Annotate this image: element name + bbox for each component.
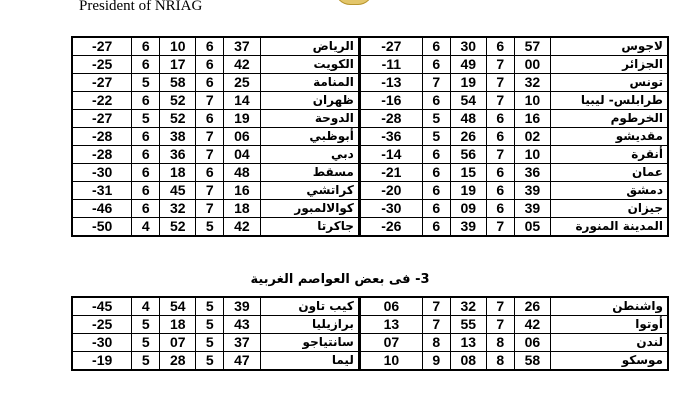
right-hour-cell: 6 bbox=[486, 164, 514, 182]
left-hour2-cell: 5 bbox=[132, 334, 160, 352]
left-city-cell: دبي bbox=[260, 146, 359, 164]
left-city-cell: الكويت bbox=[260, 56, 359, 74]
right-minute-cell: 06 bbox=[514, 334, 550, 352]
right-minute2-cell: 13 bbox=[450, 334, 486, 352]
right-city-cell: طرابلس- ليبيا bbox=[551, 92, 668, 110]
left-city-cell: مسقط bbox=[260, 164, 359, 182]
prayer-times-table-2 bbox=[71, 296, 669, 371]
left-city-cell: ليما bbox=[260, 352, 359, 371]
left-hour-cell: 5 bbox=[196, 334, 224, 352]
right-minute-cell: 39 bbox=[514, 200, 550, 218]
left-value-cell: 19- bbox=[72, 352, 132, 371]
left-value-cell: 22- bbox=[72, 92, 132, 110]
right-minute-cell: 00 bbox=[514, 56, 550, 74]
section-heading-western-capitals: 3- فى بعض العواصم الغربية bbox=[250, 272, 430, 287]
left-minute-cell: 37 bbox=[224, 37, 260, 56]
left-hour-cell: 7 bbox=[196, 128, 224, 146]
right-hour-cell: 7 bbox=[486, 56, 514, 74]
right-value-cell: 13- bbox=[359, 74, 422, 92]
right-hour2-cell: 6 bbox=[422, 182, 450, 200]
left-hour-cell: 5 bbox=[196, 316, 224, 334]
right-hour2-cell: 6 bbox=[422, 164, 450, 182]
table-row bbox=[72, 182, 668, 200]
right-minute-cell: 42 bbox=[514, 316, 550, 334]
left-hour2-cell: 5 bbox=[132, 316, 160, 334]
left-minute-cell: 14 bbox=[224, 92, 260, 110]
left-hour-cell: 7 bbox=[196, 146, 224, 164]
right-hour2-cell: 5 bbox=[422, 110, 450, 128]
right-hour-cell: 8 bbox=[486, 352, 514, 371]
right-city-cell: مقديشو bbox=[551, 128, 668, 146]
right-minute2-cell: 19 bbox=[450, 74, 486, 92]
left-minute2-cell: 18 bbox=[160, 164, 196, 182]
right-hour2-cell: 6 bbox=[422, 37, 450, 56]
right-hour-cell: 6 bbox=[486, 200, 514, 218]
left-minute2-cell: 17 bbox=[160, 56, 196, 74]
right-hour2-cell: 6 bbox=[422, 200, 450, 218]
right-hour-cell: 7 bbox=[486, 218, 514, 237]
left-hour2-cell: 6 bbox=[132, 56, 160, 74]
left-minute2-cell: 45 bbox=[160, 182, 196, 200]
left-city-cell: جاكرتا bbox=[260, 218, 359, 237]
left-hour2-cell: 5 bbox=[132, 74, 160, 92]
left-hour-cell: 6 bbox=[196, 74, 224, 92]
right-value-cell: 36- bbox=[359, 128, 422, 146]
right-minute-cell: 10 bbox=[514, 146, 550, 164]
right-value-cell: 11- bbox=[359, 56, 422, 74]
right-minute-cell: 39 bbox=[514, 182, 550, 200]
right-hour-cell: 7 bbox=[486, 146, 514, 164]
table-row bbox=[72, 334, 668, 352]
right-minute-cell: 16 bbox=[514, 110, 550, 128]
left-city-cell: ظهران bbox=[260, 92, 359, 110]
right-value-cell: 06 bbox=[359, 297, 422, 316]
left-hour2-cell: 4 bbox=[132, 218, 160, 237]
right-minute2-cell: 19 bbox=[450, 182, 486, 200]
left-minute-cell: 43 bbox=[224, 316, 260, 334]
right-hour-cell: 7 bbox=[486, 74, 514, 92]
right-minute-cell: 10 bbox=[514, 92, 550, 110]
left-hour-cell: 5 bbox=[196, 297, 224, 316]
right-minute2-cell: 39 bbox=[450, 218, 486, 237]
left-hour2-cell: 6 bbox=[132, 92, 160, 110]
right-city-cell: دمشق bbox=[551, 182, 668, 200]
right-city-cell: لندن bbox=[551, 334, 668, 352]
left-hour2-cell: 6 bbox=[132, 182, 160, 200]
left-minute-cell: 16 bbox=[224, 182, 260, 200]
left-city-cell: كوالالمبور bbox=[260, 200, 359, 218]
right-city-cell: أوتوا bbox=[551, 316, 668, 334]
right-hour-cell: 6 bbox=[486, 110, 514, 128]
left-minute-cell: 04 bbox=[224, 146, 260, 164]
table-row bbox=[72, 37, 668, 56]
left-hour2-cell: 5 bbox=[132, 352, 160, 371]
right-hour-cell: 7 bbox=[486, 297, 514, 316]
left-minute-cell: 42 bbox=[224, 218, 260, 237]
left-minute2-cell: 52 bbox=[160, 218, 196, 237]
table-row bbox=[72, 56, 668, 74]
right-value-cell: 28- bbox=[359, 110, 422, 128]
table-row bbox=[72, 128, 668, 146]
right-hour2-cell: 8 bbox=[422, 334, 450, 352]
right-hour2-cell: 7 bbox=[422, 74, 450, 92]
left-value-cell: 50- bbox=[72, 218, 132, 237]
left-hour2-cell: 6 bbox=[132, 37, 160, 56]
left-value-cell: 31- bbox=[72, 182, 132, 200]
table-row bbox=[72, 297, 668, 316]
left-minute2-cell: 52 bbox=[160, 92, 196, 110]
table-row bbox=[72, 110, 668, 128]
right-hour2-cell: 7 bbox=[422, 316, 450, 334]
right-minute-cell: 57 bbox=[514, 37, 550, 56]
left-hour-cell: 5 bbox=[196, 218, 224, 237]
left-minute2-cell: 07 bbox=[160, 334, 196, 352]
left-minute-cell: 48 bbox=[224, 164, 260, 182]
left-hour-cell: 6 bbox=[196, 164, 224, 182]
right-hour2-cell: 7 bbox=[422, 297, 450, 316]
left-minute-cell: 47 bbox=[224, 352, 260, 371]
left-value-cell: 30- bbox=[72, 334, 132, 352]
left-value-cell: 27- bbox=[72, 74, 132, 92]
left-hour2-cell: 6 bbox=[132, 128, 160, 146]
table-row bbox=[72, 164, 668, 182]
nriag-logo-fragment bbox=[335, 0, 373, 5]
table-row bbox=[72, 74, 668, 92]
right-value-cell: 30- bbox=[359, 200, 422, 218]
right-hour-cell: 6 bbox=[486, 182, 514, 200]
table-row bbox=[72, 316, 668, 334]
left-minute2-cell: 36 bbox=[160, 146, 196, 164]
left-minute2-cell: 54 bbox=[160, 297, 196, 316]
left-minute-cell: 42 bbox=[224, 56, 260, 74]
left-city-cell: الرياض bbox=[260, 37, 359, 56]
left-hour-cell: 7 bbox=[196, 200, 224, 218]
left-hour2-cell: 5 bbox=[132, 110, 160, 128]
left-city-cell: الدوحة bbox=[260, 110, 359, 128]
right-value-cell: 16- bbox=[359, 92, 422, 110]
right-value-cell: 27- bbox=[359, 37, 422, 56]
table-row bbox=[72, 200, 668, 218]
right-minute2-cell: 26 bbox=[450, 128, 486, 146]
left-minute-cell: 39 bbox=[224, 297, 260, 316]
right-minute-cell: 26 bbox=[514, 297, 550, 316]
left-hour-cell: 6 bbox=[196, 56, 224, 74]
left-city-cell: سانتياجو bbox=[260, 334, 359, 352]
right-hour-cell: 6 bbox=[486, 37, 514, 56]
right-city-cell: واشنطن bbox=[551, 297, 668, 316]
right-value-cell: 10 bbox=[359, 352, 422, 371]
left-value-cell: 27- bbox=[72, 110, 132, 128]
right-minute-cell: 36 bbox=[514, 164, 550, 182]
left-value-cell: 25- bbox=[72, 56, 132, 74]
right-minute2-cell: 56 bbox=[450, 146, 486, 164]
left-minute-cell: 18 bbox=[224, 200, 260, 218]
left-value-cell: 28- bbox=[72, 146, 132, 164]
right-minute2-cell: 30 bbox=[450, 37, 486, 56]
right-minute2-cell: 54 bbox=[450, 92, 486, 110]
right-value-cell: 20- bbox=[359, 182, 422, 200]
right-hour-cell: 6 bbox=[486, 128, 514, 146]
right-minute-cell: 32 bbox=[514, 74, 550, 92]
right-city-cell: أنقرة bbox=[551, 146, 668, 164]
right-minute2-cell: 08 bbox=[450, 352, 486, 371]
table-row bbox=[72, 146, 668, 164]
left-hour-cell: 7 bbox=[196, 92, 224, 110]
left-value-cell: 46- bbox=[72, 200, 132, 218]
left-hour-cell: 6 bbox=[196, 110, 224, 128]
right-hour2-cell: 6 bbox=[422, 146, 450, 164]
left-city-cell: كيب تاون bbox=[260, 297, 359, 316]
left-hour2-cell: 6 bbox=[132, 164, 160, 182]
table-row bbox=[72, 218, 668, 237]
right-hour-cell: 7 bbox=[486, 92, 514, 110]
right-minute2-cell: 15 bbox=[450, 164, 486, 182]
right-minute2-cell: 48 bbox=[450, 110, 486, 128]
left-city-cell: برازيليا bbox=[260, 316, 359, 334]
right-city-cell: جيزان bbox=[551, 200, 668, 218]
left-minute-cell: 37 bbox=[224, 334, 260, 352]
left-hour2-cell: 4 bbox=[132, 297, 160, 316]
left-city-cell: أبوظبي bbox=[260, 128, 359, 146]
right-minute2-cell: 49 bbox=[450, 56, 486, 74]
left-value-cell: 30- bbox=[72, 164, 132, 182]
left-hour2-cell: 6 bbox=[132, 146, 160, 164]
right-value-cell: 26- bbox=[359, 218, 422, 237]
right-minute2-cell: 09 bbox=[450, 200, 486, 218]
left-minute2-cell: 18 bbox=[160, 316, 196, 334]
right-hour2-cell: 5 bbox=[422, 128, 450, 146]
right-city-cell: المدينة المنورة bbox=[551, 218, 668, 237]
left-minute2-cell: 32 bbox=[160, 200, 196, 218]
right-hour2-cell: 6 bbox=[422, 92, 450, 110]
right-minute2-cell: 32 bbox=[450, 297, 486, 316]
right-hour2-cell: 9 bbox=[422, 352, 450, 371]
left-city-cell: كراتشي bbox=[260, 182, 359, 200]
left-minute2-cell: 28 bbox=[160, 352, 196, 371]
left-value-cell: 45- bbox=[72, 297, 132, 316]
right-minute-cell: 05 bbox=[514, 218, 550, 237]
right-hour2-cell: 6 bbox=[422, 56, 450, 74]
left-minute2-cell: 52 bbox=[160, 110, 196, 128]
table-row bbox=[72, 352, 668, 371]
left-value-cell: 27- bbox=[72, 37, 132, 56]
left-hour-cell: 5 bbox=[196, 352, 224, 371]
left-city-cell: المنامة bbox=[260, 74, 359, 92]
left-minute2-cell: 10 bbox=[160, 37, 196, 56]
right-hour2-cell: 6 bbox=[422, 218, 450, 237]
right-value-cell: 07 bbox=[359, 334, 422, 352]
right-city-cell: موسكو bbox=[551, 352, 668, 371]
right-value-cell: 13 bbox=[359, 316, 422, 334]
right-hour-cell: 7 bbox=[486, 316, 514, 334]
header-title: President of NRIAG bbox=[79, 0, 203, 14]
right-hour-cell: 8 bbox=[486, 334, 514, 352]
left-value-cell: 25- bbox=[72, 316, 132, 334]
right-city-cell: الخرطوم bbox=[551, 110, 668, 128]
left-value-cell: 28- bbox=[72, 128, 132, 146]
right-city-cell: لاجوس bbox=[551, 37, 668, 56]
left-minute-cell: 06 bbox=[224, 128, 260, 146]
left-minute2-cell: 58 bbox=[160, 74, 196, 92]
right-city-cell: عمان bbox=[551, 164, 668, 182]
left-hour-cell: 6 bbox=[196, 37, 224, 56]
right-minute-cell: 02 bbox=[514, 128, 550, 146]
left-minute-cell: 19 bbox=[224, 110, 260, 128]
right-city-cell: الجزائر bbox=[551, 56, 668, 74]
left-hour-cell: 7 bbox=[196, 182, 224, 200]
left-minute2-cell: 38 bbox=[160, 128, 196, 146]
right-minute2-cell: 55 bbox=[450, 316, 486, 334]
left-hour2-cell: 6 bbox=[132, 200, 160, 218]
left-minute-cell: 25 bbox=[224, 74, 260, 92]
right-minute-cell: 58 bbox=[514, 352, 550, 371]
table-row bbox=[72, 92, 668, 110]
right-value-cell: 21- bbox=[359, 164, 422, 182]
right-value-cell: 14- bbox=[359, 146, 422, 164]
right-city-cell: تونس bbox=[551, 74, 668, 92]
prayer-times-table-1 bbox=[71, 36, 669, 237]
